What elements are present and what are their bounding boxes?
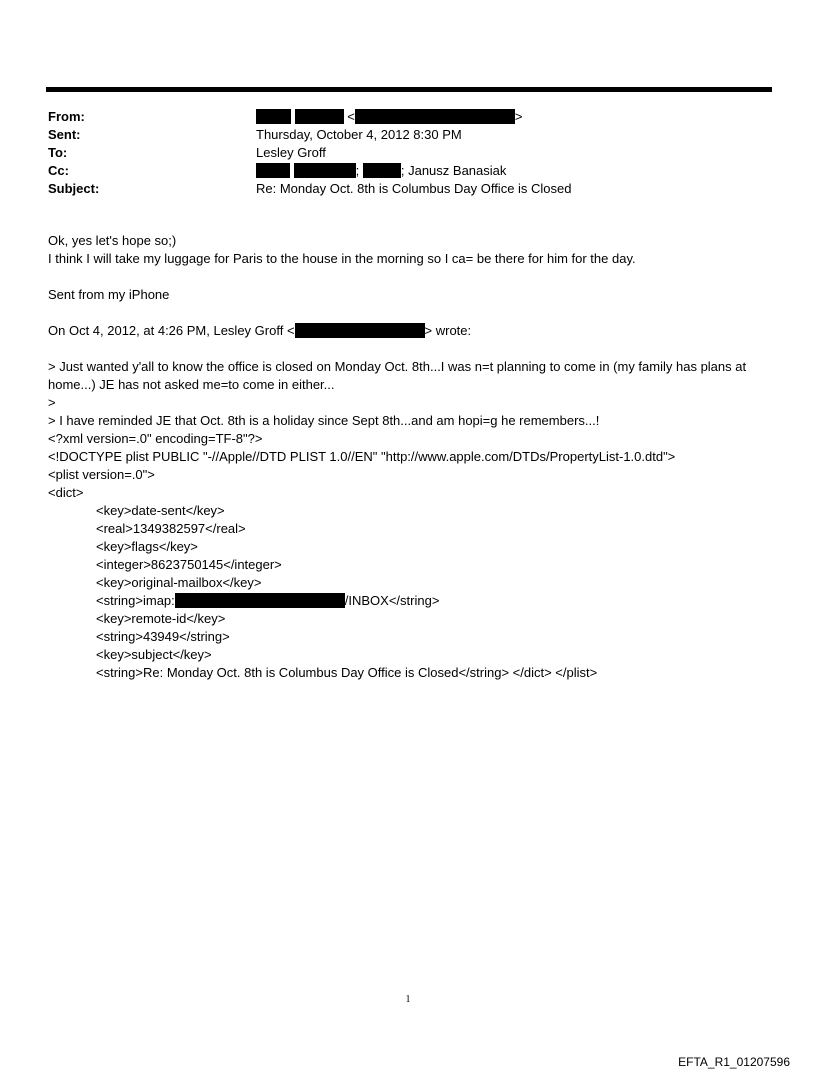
from-label: From: (48, 109, 85, 124)
xml-line: <key>date-sent</key> (96, 503, 225, 518)
redaction-block (294, 163, 356, 178)
redaction-block (295, 109, 344, 124)
redaction-block (295, 323, 425, 338)
cc-row (48, 162, 768, 180)
from-row (48, 108, 768, 126)
page-number: 1 (405, 994, 411, 1005)
xml-line: <?xml version=.0" encoding=TF-8"?> (48, 431, 263, 446)
xml-line: <real>1349382597</real> (96, 521, 246, 536)
xml-imap-end: /INBOX</string> (344, 593, 440, 608)
quote-intro-end: > wrote: (424, 323, 472, 338)
xml-line: <dict> (48, 485, 84, 500)
xml-line: <plist version=.0"> (48, 467, 155, 482)
xml-line: <string>43949</string> (96, 629, 230, 644)
to-row (48, 144, 768, 162)
redaction-block (256, 109, 291, 124)
xml-line: <key>remote-id</key> (96, 611, 226, 626)
quote-intro (48, 322, 768, 340)
quoted-line: > (48, 395, 56, 410)
sent-row (48, 126, 768, 144)
xml-line: <integer>8623750145</integer> (96, 557, 282, 572)
to-value: Lesley Groff (256, 145, 326, 160)
xml-line: <key>flags</key> (96, 539, 198, 554)
quoted-line: > Just wanted y'all to know the office is closed on Monday Oct. 8th...I was n=t planning to come in (my family has plans at home...) JE has not asked me=to come in either... (48, 359, 747, 392)
quoted-line: > I have reminded JE that Oct. 8th is a holiday since Sept 8th...and am hopi=g he remembers...! (48, 413, 600, 428)
email-header (48, 108, 768, 198)
xml-line (48, 592, 768, 610)
email-body (48, 232, 768, 682)
redaction-block (256, 163, 290, 178)
cc-value (256, 162, 506, 180)
from-gt: > (514, 109, 523, 124)
redaction-block (175, 593, 345, 608)
cc-label: Cc: (48, 163, 69, 178)
subject-label: Subject: (48, 181, 100, 196)
body-line: I think I will take my luggage for Paris to the house in the morning so I ca= be there for him for the day. (48, 251, 636, 266)
body-line: Ok, yes let's hope so;) (48, 233, 177, 248)
redaction-block (363, 163, 401, 178)
header-rule (46, 87, 772, 92)
quote-intro-start: On Oct 4, 2012, at 4:26 PM, Lesley Groff < (48, 323, 295, 338)
subject-value: Re: Monday Oct. 8th is Columbus Day Office is Closed (256, 181, 572, 196)
sent-value: Thursday, October 4, 2012 8:30 PM (256, 127, 462, 142)
xml-line: <key>subject</key> (96, 647, 212, 662)
cc-separator: ; (355, 163, 360, 178)
document-id: EFTA_R1_01207596 (678, 1055, 790, 1069)
xml-line: <!DOCTYPE plist PUBLIC "-//Apple//DTD PLIST 1.0//EN" "http://www.apple.com/DTDs/PropertyList-1.0.dtd"> (48, 449, 676, 464)
xml-line: <key>original-mailbox</key> (96, 575, 262, 590)
signature-line: Sent from my iPhone (48, 287, 170, 302)
sent-label: Sent: (48, 127, 81, 142)
xml-imap-start: <string>imap: (96, 593, 175, 608)
to-label: To: (48, 145, 68, 160)
cc-tail: ; Janusz Banasiak (400, 163, 507, 178)
redaction-block (355, 109, 515, 124)
from-lt: < (347, 109, 355, 124)
subject-row (48, 180, 768, 198)
xml-line: <string>Re: Monday Oct. 8th is Columbus Day Office is Closed</string> </dict> </plist> (96, 665, 598, 680)
from-value (256, 108, 522, 126)
